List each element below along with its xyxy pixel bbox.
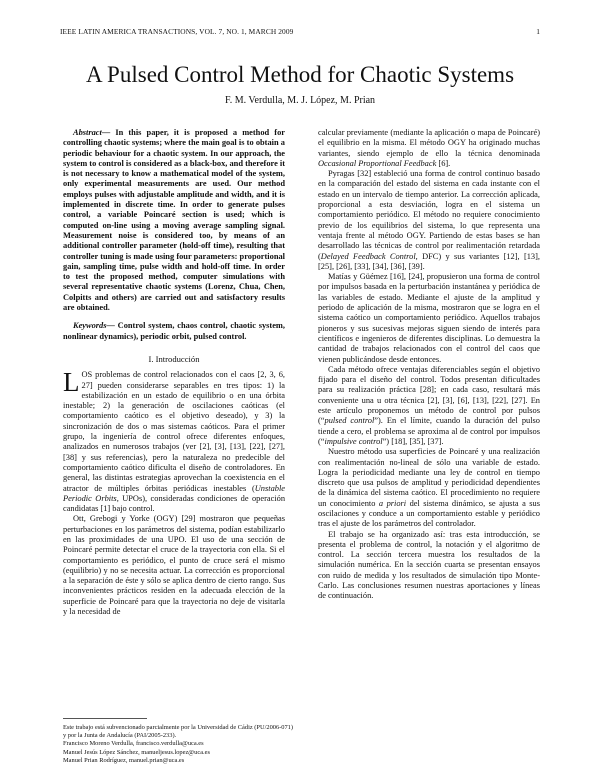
right-column — [318, 128, 540, 602]
keywords-text: Control system, chaos control, chaotic system, nonlinear dynamics), periodic orbit, pulsed control. — [63, 321, 285, 341]
paper-title: A Pulsed Control Method for Chaotic Systems — [85, 62, 515, 87]
p4-emphasis: a priori — [378, 498, 407, 508]
intro-paragraph-8: El trabajo se ha organizado así: tras esta introducción, se presenta el problema de control, la notación y el algoritmo de control. La sección tercera muestra los resultados de la simulación numérica. En la sección cuarta se presentan ensayos con ruido de medida y los resultados de simulación tipo Monte-Carlo. Las conclusiones resumen nuestras aportaciones y líneas de continuación. — [318, 529, 540, 601]
footnote — [63, 724, 295, 765]
intro-p1-end: , UPOs), consideradas condiciones de operación candidatas [1] bajo control. — [63, 493, 286, 514]
intro-p1-emphasis: Unstable Periodic Orbits — [63, 483, 285, 503]
page-number: 1 — [536, 27, 540, 36]
footnote-author-1: Francisco Moreno Verdulla, francisco.verdulla@uca.es — [63, 740, 204, 748]
p0-end: [6]. — [436, 158, 451, 168]
intro-p1-text: OS problemas de control relacionados con el caos [2, 3, 6, 27] pueden considerarse separables en tres tipos: 1) la estabilización en un estado de equilibrio o en una órbita inestable; 2) la generación de oscilaciones caóticas (el comportamiento caótico es el objetivo deseado), y 3) la sincronización de dos o mas sistemas caóticos. Para el primer grupo, la ingeniería de control ofrece diferentes enfoques, analizados en numerosos trabajos (ver [2], [3], [13], [22], [27], [38] y sus referencias), pero la naturaleza no predecible del comportamiento caótico dificulta el diseño de controladores. En general, las distintas estrategias aprovechan la coexistencia en el atractor de múltiples órbitas periódicas inestables ( — [63, 370, 285, 493]
p3-emphasis-2: impulsive control — [324, 436, 383, 446]
p4-text-b: del sistema dinámico, se ajusta a sus oscilaciones y conduce a un comportamiento estable y periódico tras el ajuste de los parámetros del controlador. — [318, 498, 540, 529]
p3-text-b: ”). En el límite, cuando la duración del pulso tiende a cero, el problema se aproxima al de control por impulsos (“ — [318, 416, 540, 446]
p4-text-a: Nuestro método usa superficies de Poincaré y una realización con realimentación no-lineal de sólo una variable de estado. Logra la periodicidad mediante una ley de control en tiempo discreto que usa pulsos de amplitud y periodicidad dependientes de la dinámica del sistema caótico. El procedimiento no requiere un conocimiento — [318, 447, 540, 508]
keywords — [63, 321, 285, 342]
footnote-author-2: Manuel Jesús López Sánchez, manueljesus.lopez@uca.es — [63, 748, 210, 756]
footnote-author-3: Manuel Prian Rodríguez, manuel.prian@uca.es — [63, 756, 185, 764]
abstract — [63, 128, 285, 313]
section-heading-introduction: I. Introducción — [148, 353, 200, 364]
drop-cap: L — [63, 367, 80, 398]
intro-paragraph-5: Matías y Güémez [16], [24], propusieron una forma de control por impulsos basada en la perturbación instantánea y periódica de las variables de estado. Mediante el ajuste de la amplitud y periodo de aplicación de la misma, mostraron que se logra en el sistema caótico un comportamiento periódico. Aquellos trabajos pioneros y sus sucesivas mejoras siguen siendo de interés para científicos e ingenieros de diferentes disciplinas. Lo demuestra la cantidad de trabajos relacionados con el control del caos que vienen publicándose desde entonces. — [318, 272, 540, 364]
intro-paragraph-7 — [318, 447, 540, 529]
p1-text: Pyragas [32] estableció una forma de control continuo basado en la comparación del estado del sistema en cada instante con el estado en un intervalo de tiempo anterior. La corrección aplicada, proporcional a esta desviación, logra en el sistema un comportamiento periódico. El método no requiere conocimiento previo de los equilibrios del sistema, lo que representa una ventaja frente al método OGY. Partiendo de estas bases se han desarrollado las técnicas de control por realimentación retardada ( — [318, 169, 540, 261]
intro-paragraph-4 — [318, 169, 540, 272]
p1-emphasis: Delayed Feedback Control — [320, 251, 416, 261]
abstract-text: In this paper, it is proposed a method for controlling chaotic systems; where the main goal is to obtain a periodic behaviour for a chaotic system. In our approach, the system to control is considered as a black-box, and therefore it is not necessary to know a mathematical model of the system, only experimental measurements are used. Our method employs pulses with adjustable amplitude and width, and it is implemented in discrete time. In order to generate pulses control, a variable Poincaré section is used; which is computed on-line using a moving average sampling signal. Measurement noise is considered too, by means of an additional controller parameter (hold-off time), resulting that controller tuning is made using four parameters: proportional gain, sampling time, pulse width and hold-off time. In order to test the proposed method, computer simulations with several representative chaotic systems (Lorenz, Chua, Chen, Colpitts and others) are carried out and satisfactory results are obtained. — [63, 128, 286, 313]
paper-authors: F. M. Verdulla, M. J. López, M. Prian — [224, 95, 376, 106]
abstract-label: Abstract— — [73, 128, 111, 137]
keywords-label: Keywords— — [73, 321, 115, 331]
journal-name: IEEE LATIN AMERICA TRANSACTIONS, VOL. 7, NO. 1, MARCH 2009 — [60, 27, 294, 36]
intro-paragraph-3 — [318, 128, 540, 169]
intro-paragraph-6 — [318, 365, 540, 447]
intro-paragraph-1 — [63, 367, 286, 514]
left-column — [63, 128, 285, 617]
p0-text: calcular previamente (mediante la aplicación o mapa de Poincaré) el equilibrio en la misma. El método OGY ha originado muchas variantes, siendo ejemplo de ello la técnica denominada — [318, 128, 540, 158]
intro-paragraph-2: Ott, Grebogi y Yorke (OGY) [29] mostraron que pequeñas perturbaciones en los parámetros del sistema, podían estabilizarlo en las proximidades de una UPO. El uso de una sección de Poincaré permite detectar el cruce de la trayectoria con ella. Si el comportamiento es periódico, el punto de cruce será el mismo (equilibrio) y no se necesita actuar. La corrección es proporcional a la separación de éste y sólo se aplica dentro de cierto rango. Sus inconvenientes prácticos residen en la adecuada elección de la superficie de Poincaré para que la trayectoria no deje de visitarla y la necesidad de — [63, 514, 285, 617]
p3-text-a: Cada método ofrece ventajas diferenciables según el objetivo fijado para el diseño del control. Todos presentan dificultades para su realización práctica [28]; en cada caso, resultará más conveniente una u otra técnica [2], [3], [6], [13], [22], [27]. En este artículo proponemos un método de control por pulsos (“ — [318, 364, 540, 426]
footnote-rule — [63, 718, 147, 719]
p3-emphasis-1: pulsed control — [324, 416, 375, 426]
running-header — [60, 27, 540, 36]
footnote-funding: Este trabajo está subvencionado parcialmente por la Universidad de Cádiz (PU/2006-071) y por la Junta de Andalucía (PAI/2005-233). — [63, 724, 293, 740]
p3-text-c: ”) [18], [35], [37]. — [382, 436, 444, 446]
p1-end: , DFC) y sus variantes [12], [13], [25], [26], [33], [34], [36], [39]. — [318, 251, 541, 271]
p0-emphasis: Occasional Proportional Feedback — [318, 158, 437, 168]
